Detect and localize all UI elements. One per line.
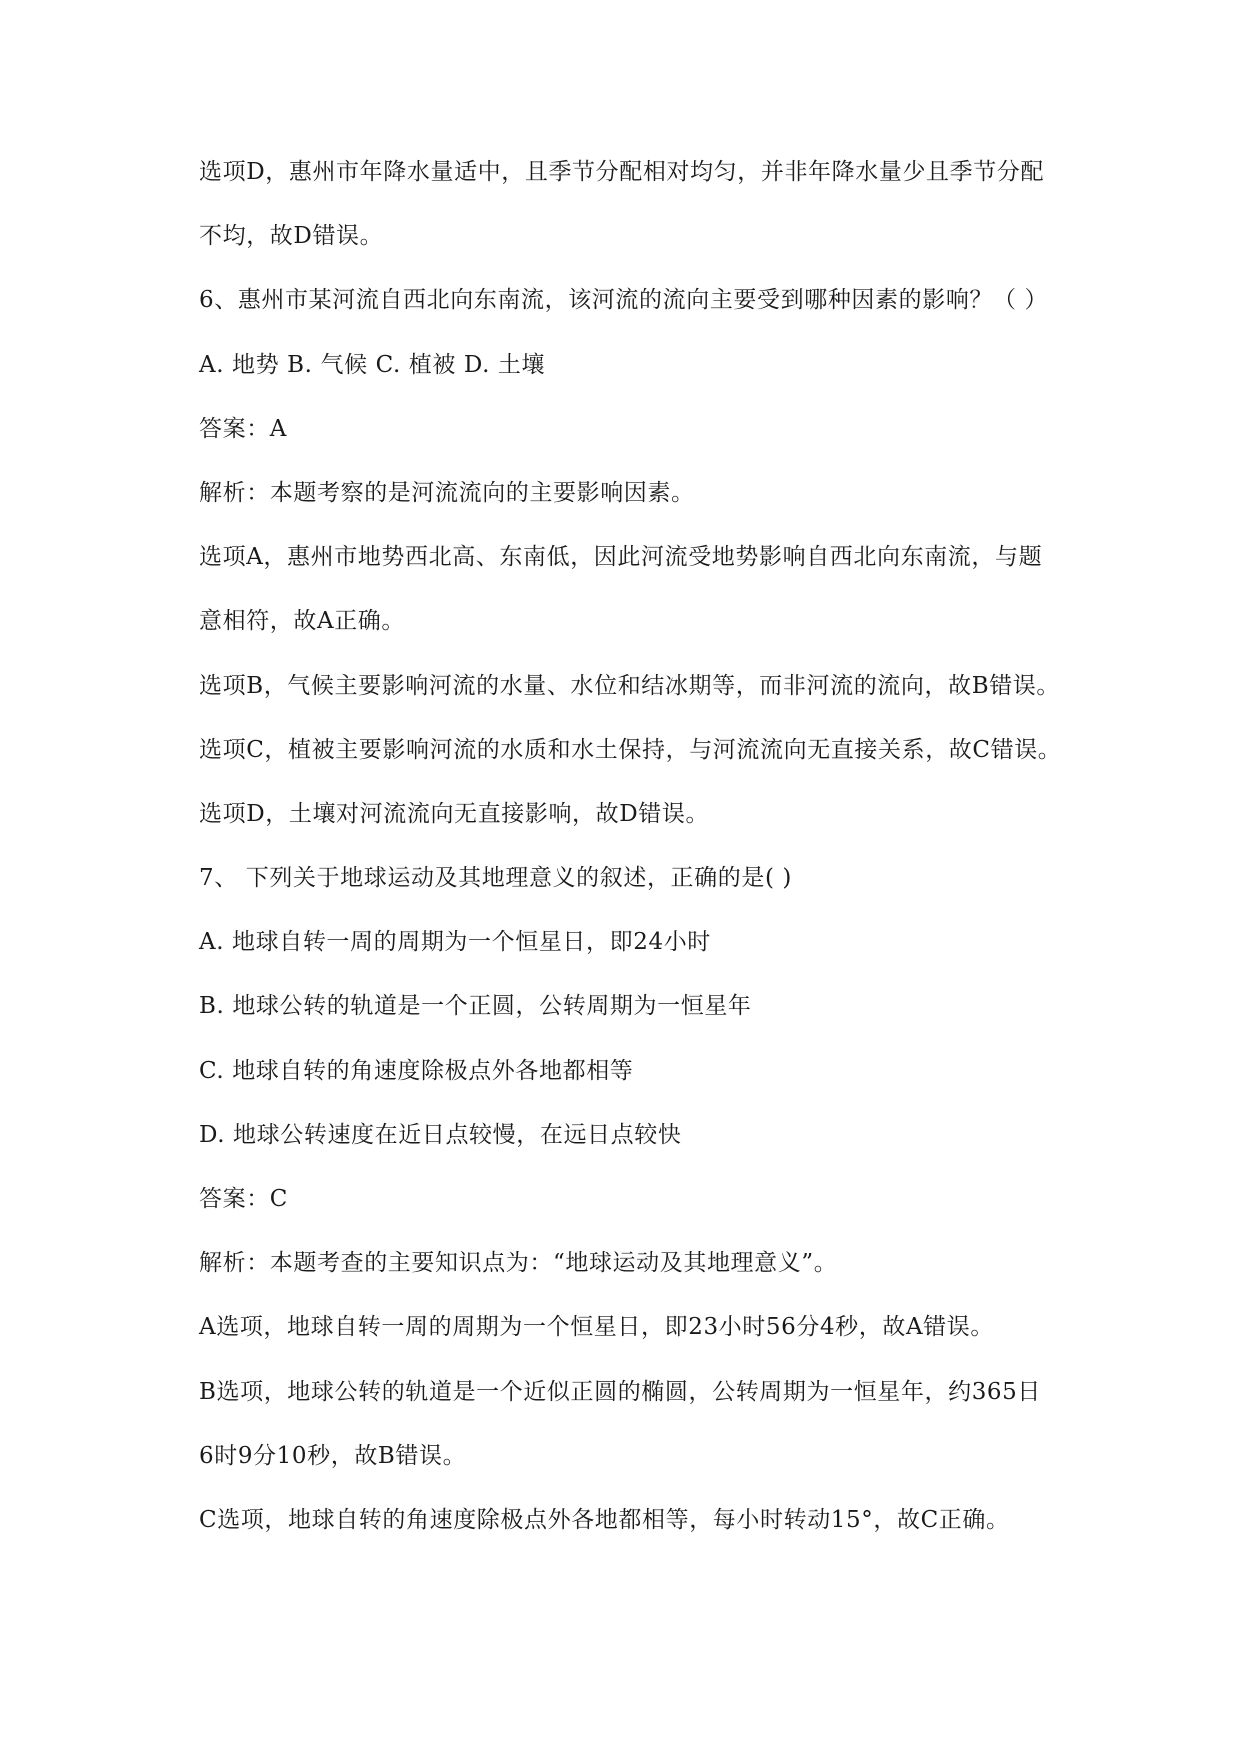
text-line: 选项B，气候主要影响河流的水量、水位和结冰期等，而非河流的流向，故B错误。 xyxy=(199,672,1061,699)
text-line: 意相符，故A正确。 xyxy=(199,608,406,635)
text-line: B选项，地球公转的轨道是一个近似正圆的椭圆，公转周期为一恒星年，约365日 xyxy=(199,1378,1042,1405)
question-7-option-a: A. 地球自转一周的周期为一个恒星日，即24小时 xyxy=(199,929,711,956)
question-7-option-b: B. 地球公转的轨道是一个正圆，公转周期为一恒星年 xyxy=(199,993,752,1020)
text-line: 选项D，土壤对河流流向无直接影响，故D错误。 xyxy=(199,800,710,827)
text-line: 6时9分10秒，故B错误。 xyxy=(199,1442,467,1469)
question-7-option-c: C. 地球自转的角速度除极点外各地都相等 xyxy=(199,1057,634,1084)
text-line: 选项C，植被主要影响河流的水质和水土保持，与河流流向无直接关系，故C错误。 xyxy=(199,736,1062,763)
question-7-analysis: 解析：本题考查的主要知识点为：“地球运动及其地理意义”。 xyxy=(199,1250,838,1277)
question-6-analysis: 解析：本题考察的是河流流向的主要影响因素。 xyxy=(199,479,695,506)
text-line: A选项，地球自转一周的周期为一个恒星日，即23小时56分4秒，故A错误。 xyxy=(199,1314,994,1341)
text-line: 选项A，惠州市地势西北高、东南低，因此河流受地势影响自西北向东南流，与题 xyxy=(199,544,1043,571)
text-line: 选项D，惠州市年降水量适中，且季节分配相对均匀，并非年降水量少且季节分配 xyxy=(199,159,1045,185)
document-body xyxy=(199,140,1099,1552)
question-6-stem: 6、惠州市某河流自西北向东南流，该河流的流向主要受到哪种因素的影响？（ ） xyxy=(199,287,1049,314)
question-7-answer: 答案：C xyxy=(199,1186,288,1212)
question-7-stem: 7、 下列关于地球运动及其地理意义的叙述，正确的是( ) xyxy=(199,865,793,892)
question-6-answer: 答案：A xyxy=(199,415,288,442)
text-line: 不均，故D错误。 xyxy=(199,223,384,250)
text-line: C选项，地球自转的角速度除极点外各地都相等，每小时转动15°，故C正确。 xyxy=(199,1506,1010,1533)
question-7-option-d: D. 地球公转速度在近日点较慢，在远日点较快 xyxy=(199,1121,682,1148)
question-6-options: A. 地势 B. 气候 C. 植被 D. 土壤 xyxy=(199,351,546,378)
